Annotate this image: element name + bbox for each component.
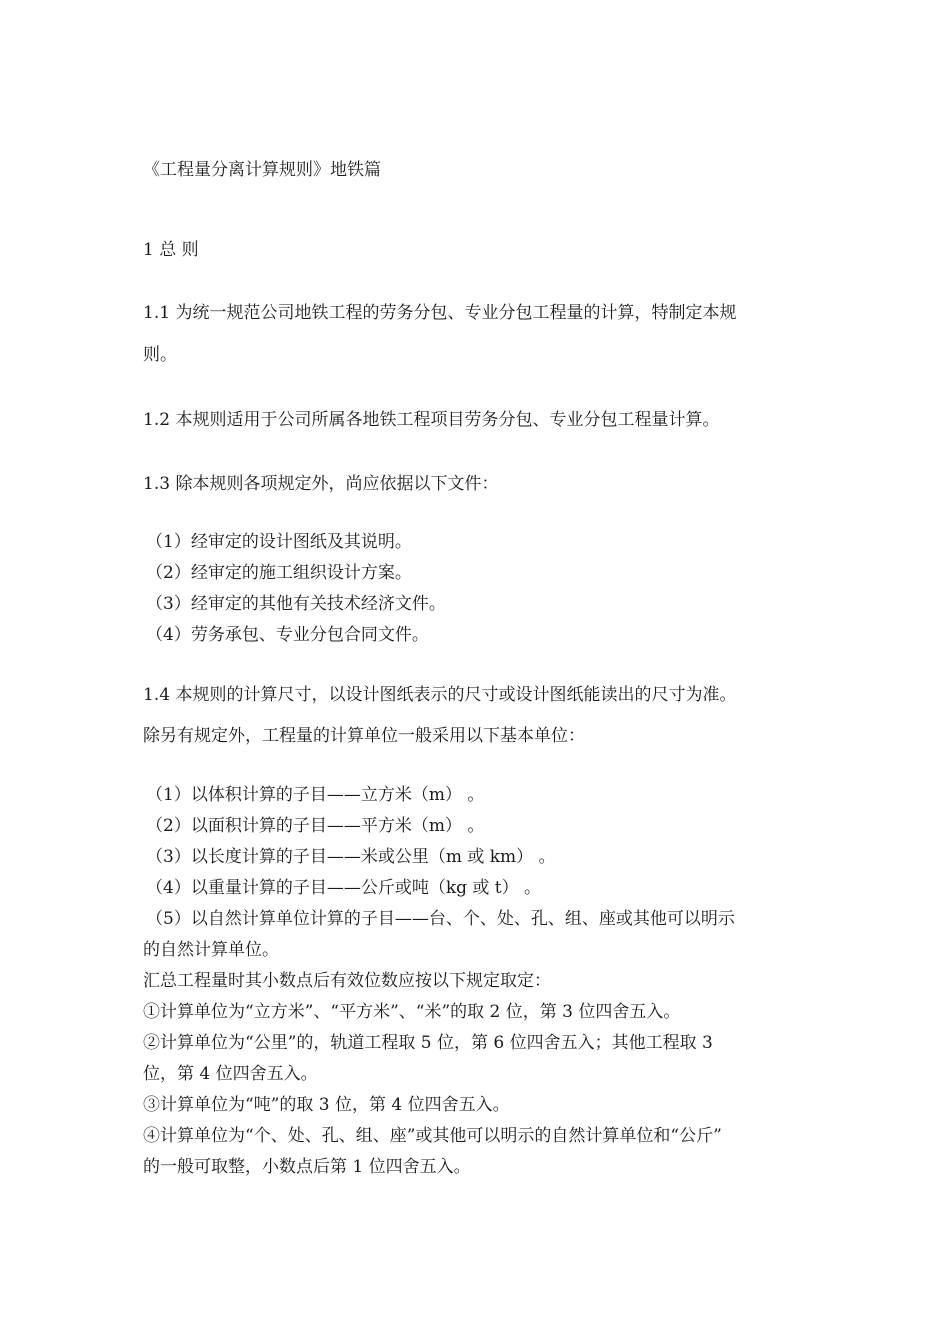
rounding-rule-1: ①计算单位为“立方米”、“平方米”、“米”的取 2 位，第 3 位四舍五入。 — [143, 1002, 681, 1022]
unit-list-item: （3）以长度计算的子目——米或公里（m 或 km） 。 — [146, 847, 556, 867]
unit-list-item: （4）以重量计算的子目——公斤或吨（kg 或 t） 。 — [146, 878, 542, 898]
unit-list-item: （5）以自然计算单位计算的子目——台、个、处、孔、组、座或其他可以明示 — [146, 909, 735, 929]
paragraph-1-2: 1.2 本规则适用于公司所属各地铁工程项目劳务分包、专业分包工程量计算。 — [143, 410, 720, 430]
rounding-rule-4-line-2: 的一般可取整，小数点后第 1 位四舍五入。 — [143, 1157, 471, 1177]
rounding-intro: 汇总工程量时其小数点后有效位数应按以下规定取定： — [143, 971, 551, 991]
rounding-rule-3: ③计算单位为“吨”的取 3 位，第 4 位四舍五入。 — [143, 1095, 510, 1115]
file-list-item: （1）经审定的设计图纸及其说明。 — [146, 532, 412, 552]
section-heading: 1 总 则 — [143, 240, 199, 260]
rounding-rule-4-line-1: ④计算单位为“个、处、孔、组、座”或其他可以明示的自然计算单位和“公斤” — [143, 1126, 722, 1146]
paragraph-1-3: 1.3 除本规则各项规定外，尚应依据以下文件： — [143, 474, 499, 494]
unit-list-item-continuation: 的自然计算单位。 — [143, 940, 279, 960]
rounding-rule-2-line-1: ②计算单位为“公里”的，轨道工程取 5 位，第 6 位四舍五入；其他工程取 3 — [143, 1033, 713, 1053]
paragraph-1-4-line-2: 除另有规定外，工程量的计算单位一般采用以下基本单位： — [143, 726, 585, 746]
unit-list-item: （1）以体积计算的子目——立方米（m） 。 — [146, 785, 485, 805]
paragraph-1-4-line-1: 1.4 本规则的计算尺寸，以设计图纸表示的尺寸或设计图纸能读出的尺寸为准。 — [143, 685, 737, 705]
file-list-item: （4）劳务承包、专业分包合同文件。 — [146, 625, 429, 645]
paragraph-1-1-line-1: 1.1 为统一规范公司地铁工程的劳务分包、专业分包工程量的计算，特制定本规 — [143, 303, 737, 323]
paragraph-1-1-line-2: 则。 — [143, 345, 177, 365]
file-list-item: （2）经审定的施工组织设计方案。 — [146, 563, 412, 583]
unit-list-item: （2）以面积计算的子目——平方米（m） 。 — [146, 816, 485, 836]
document-title: 《工程量分离计算规则》地铁篇 — [143, 160, 381, 180]
rounding-rule-2-line-2: 位，第 4 位四舍五入。 — [143, 1064, 318, 1084]
file-list-item: （3）经审定的其他有关技术经济文件。 — [146, 594, 446, 614]
